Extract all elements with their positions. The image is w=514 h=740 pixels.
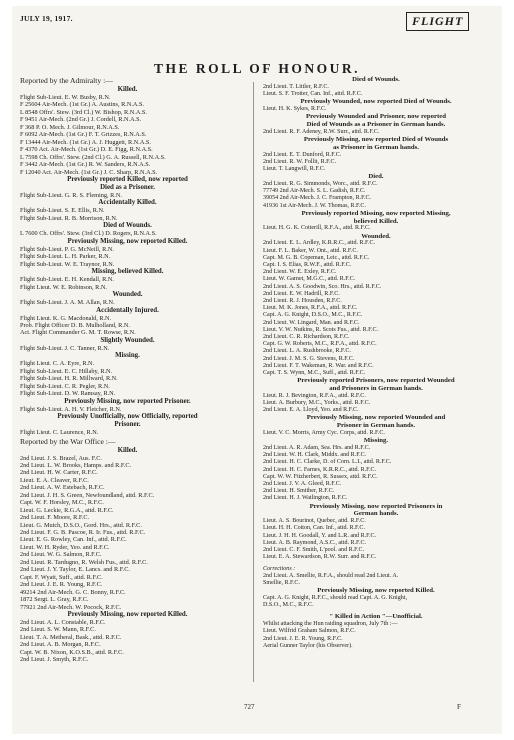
subheading: Died.: [368, 173, 384, 181]
subheading: Missing.: [363, 437, 389, 445]
name-entry: 2nd Lieut. F. G. B. Pascoe, R. Ir. Fus., attd. R.F.C.: [20, 529, 146, 537]
section-heading: Reported by the War Office :—: [20, 436, 116, 446]
name-entry: Lieut. G. Mutch, D.S.O., Gord. Hrs., attd. R.F.C.: [20, 521, 142, 529]
subheading: Missing, believed Killed.: [91, 268, 164, 276]
subheading: Previously Missing, now reported Killed.: [67, 237, 188, 245]
name-entry: 2nd Lieut. S. W. Mann, R.F.C.: [20, 626, 96, 634]
name-entry: Capt. T. S. Wynn, M.C., Suff., attd. R.F.C.: [263, 370, 366, 377]
name-entry: Lieut. H. K. Sykes, R.F.C.: [263, 106, 327, 112]
name-entry: Capt. M. G. B. Copeman, Leic., attd. R.F.C.: [263, 254, 370, 261]
name-entry: 2nd Lieut. E. T. Dunford, R.F.C.: [263, 151, 342, 158]
subheading: Previously Wounded and Prisoner, now reported: [305, 113, 447, 121]
subheading: Died of Wounds as a Prisoner in German hands.: [306, 121, 446, 128]
name-entry: 2nd Lieut. A. B. Morgan, R.F.C.: [20, 641, 101, 649]
subheading: and Prisoners in German hands.: [329, 385, 423, 393]
subheading: Accidentally Injured.: [96, 306, 159, 314]
name-entry: L 7598 Ch. Offrs'. Stew. (2nd Cl.) G. A. Russell, R.N.A.S.: [20, 153, 166, 161]
subheading: Killed.: [117, 86, 138, 93]
name-entry: Lieut. A. Burbury, M.C., Yorks., attd. R.F.C.: [263, 400, 371, 407]
name-entry: Flight Lieut. C. Laurence, R.N.: [20, 429, 99, 437]
name-entry: Lieut. M. K. Jones, R.F.A., attd. R.F.C.: [263, 305, 358, 312]
name-entry: Lieut. H. H. Cotton, Can. Inf., attd. R.F.C.: [263, 525, 365, 532]
subheading: Previously Missing, now reported Killed.: [317, 587, 435, 595]
name-entry: 2nd Lieut. W. H. Clark, Middx. and R.F.C.: [263, 452, 367, 459]
page-letter: F: [457, 703, 461, 711]
name-entry: 2nd Lieut. W. E. Exley, R.F.C.: [263, 269, 337, 276]
name-entry: Flight Sub-Lieut. S. E. Ellis, R.N.: [20, 207, 105, 215]
name-entry: 2nd Lieut. C. R. Richardson, R.F.C.: [263, 334, 350, 341]
right-column: [263, 76, 489, 656]
name-entry: 77749 2nd Air-Mech. S. L. Gadish, R.F.C.: [263, 188, 366, 195]
name-entry: 2nd Lieut. C. F. Smith, L'pool. and R.F.C.: [263, 547, 365, 554]
name-entry: Flight Lieut. C. A. Eyre, R.N.: [20, 360, 95, 368]
name-entry: 41936 1st Air-Mech. J. W. Thomas, R.F.C.: [263, 202, 366, 209]
name-entry: Capt. A. G. Knight, D.S.O., M.C., R.F.C.: [263, 312, 363, 319]
section-heading: Reported by the Admiralty :—: [20, 76, 113, 85]
name-entry: Flight Lieut. W. E. Robinson, R.N.: [20, 283, 107, 291]
name-entry: 39054 2nd Air-Mech. J. C. Frampton, R.F.C.: [263, 195, 372, 202]
name-entry: Lieut. W. Garnet, M.G.C., attd. R.F.C.: [263, 276, 356, 283]
subheading: Previously Missing, now reported Died of Wounds: [303, 136, 449, 143]
name-entry: Flight Sub-Lieut. D. W. Ramsay, R.N.: [20, 390, 116, 398]
name-entry: 2nd Lieut. W. G. Salmon, R.F.C.: [20, 551, 102, 559]
name-entry: Smellie, R.F.C.: [263, 579, 300, 586]
name-entry: 2nd Lieut. A. R. Adam, Sea. Hrs. and R.F.C.: [263, 445, 371, 452]
subheading: Killed.: [117, 446, 138, 454]
name-entry: 2nd Lieut. J. Smyth, R.F.C.: [20, 656, 89, 664]
name-entry: Lieut. V. C. Morris, Army Cyc. Corps, attd. R.F.C.: [263, 430, 385, 437]
name-entry: 2nd Lieut. J. E. R. Young, R.F.C.: [263, 635, 343, 642]
name-entry: 2nd Lieut. R. F. Adeney, R.W. Surr., attd. R.F.C.: [263, 128, 380, 135]
subheading: believed Killed.: [353, 217, 399, 225]
name-entry: 2nd Lieut. A. W. Estebach, R.F.C.: [20, 484, 105, 492]
subheading: Died of Wounds.: [352, 76, 400, 83]
name-entry: 2nd Lieut. E. L. Ardley, K.R.R.C., attd. R.F.C.: [263, 240, 375, 247]
name-entry: 2nd Lieut. R. J. Housden, R.F.C.: [263, 298, 342, 305]
name-entry: Flight Sub-Lieut. L. H. Parker, R.N.: [20, 253, 111, 261]
name-entry: Flight Sub-Lieut. J. C. Tanner, R.N.: [20, 344, 110, 352]
subheading: German hands.: [353, 510, 399, 518]
subheading: Slightly Wounded.: [100, 336, 155, 344]
issue-date: JULY 19, 1917.: [20, 14, 73, 23]
name-entry: Lieut. E. G. Rowley, Can. Inf., attd. R.F.C.: [20, 536, 127, 544]
name-entry: F 4370 Act. Air-Mech. (1st Gr.) D. E. Figg, R.N.A.S.: [20, 146, 153, 154]
subheading: as Prisoner in German hands.: [333, 143, 419, 151]
name-entry: L 7600 Ch. Offrs'. Stew. (3rd Cl.) D. Rogers, R.N.A.S.: [20, 230, 157, 238]
name-entry: 2nd Lieut. J. E. R. Young, R.F.C.: [20, 581, 103, 589]
subheading: Prisoner.: [114, 421, 141, 429]
article-title: THE ROLL OF HONOUR.: [153, 61, 361, 76]
page-number: 727: [244, 703, 255, 711]
name-entry: Flight Lieut. K. G. Macdonald, R.N.: [20, 314, 112, 322]
name-entry: Lieut. F. L. Baker, W. Ont., attd. R.F.C.: [263, 247, 358, 254]
name-entry: Lieut. S. F. Trotter, Can. Inf., attd. R.F.C.: [263, 91, 363, 97]
subheading: Previously reported Prisoners, now reported Wounded: [297, 377, 455, 385]
subheading: Wounded.: [361, 232, 391, 240]
name-entry: Capt. G. W. Roberts, M.C., R.F.A., attd. R.F.C.: [263, 341, 377, 348]
name-entry: 2nd Lieut. T. Littler, R.F.C.: [263, 83, 329, 90]
name-entry: 2nd Lieut. H. C. Clarke, D. of Corn. L.I., attd. R.F.C.: [263, 459, 392, 466]
name-entry: Flight Sub-Lieut. W. E. Traynor, R.N.: [20, 260, 115, 268]
name-entry: Lieut. J. H. H. Goodall, Y. and L.R. and R.F.C.: [263, 532, 377, 539]
name-entry: F 13444 Air-Mech. (1st Gr.) A. J. Huggett, R.N.A.S.: [20, 138, 151, 146]
subheading: " Killed in Action "—Unofficial.: [329, 613, 423, 621]
name-entry: Flight Sub-Lieut. J. A. M. Allan, R.N.: [20, 299, 115, 307]
name-entry: 2nd Lieut. W. Lingard, Man. and R.F.C.: [263, 319, 360, 326]
masthead-logo: FLIGHT: [406, 12, 469, 31]
name-entry: 2nd Lieut. H. Smither, R.F.C.: [263, 488, 335, 495]
subheading: Previously reported Missing, now reported Missing,: [301, 209, 451, 217]
name-entry: Flight Sub-Lieut. R. B. Morrison, R.N.: [20, 214, 118, 222]
name-entry: 2nd Lieut. A. L. Constable, R.F.C.: [20, 619, 106, 627]
name-entry: Lieut. Wilfrid Graham Salmon, R.F.C.: [263, 628, 356, 635]
name-entry: 2nd Lieut. E. W. Hadrill, R.F.C.: [263, 290, 340, 297]
name-entry: F 6092 Air-Mech. (1st Gr.) F. T. Grizzes, R.N.A.S.: [20, 131, 147, 139]
name-entry: Aerial Gunner Taylor (his Observer).: [263, 642, 353, 649]
name-entry: Act. Flight Commander G. M. T. Rowse, R.N.: [20, 329, 136, 337]
subheading: Died as a Prisoner.: [100, 183, 155, 191]
name-entry: 77921 2nd Air-Mech. W. Pocock, R.F.C.: [20, 603, 122, 611]
subheading: Previously Wounded, now reported Died of Wounds.: [300, 98, 452, 106]
name-entry: Capt. F. Wyatt, Suff., attd. R.F.C.: [20, 573, 103, 581]
name-entry: F 3442 Air-Mech. (1st Gr.) R. W. Sanders, R.N.A.S.: [20, 161, 151, 169]
subheading: Previously Unofficially, now Officially, reported: [57, 413, 198, 421]
name-entry: 2nd Lieut. J. Y. Taylor, E. Lancs. and R.F.C.: [20, 566, 130, 574]
name-entry: Lieut. W. H. Ryder, Yeo. and R.F.C.: [20, 543, 110, 551]
subheading: Wounded.: [112, 291, 143, 299]
subheading: Missing.: [115, 352, 140, 360]
name-entry: Flight Sub-Lieut. G. R. S. Fleming, R.N.: [20, 191, 122, 199]
name-entry: Flight Sub-Lieut. E. W. Busby, R.N.: [20, 94, 111, 101]
subheading: Prisoner in German hands.: [336, 422, 416, 430]
name-entry: F 9451 Air-Mech. (2nd Gr.) J. Cordell, R.N.A.S.: [20, 116, 142, 124]
name-entry: Capt. I. S. Elias, R.W.F., attd. R.F.C.: [263, 262, 352, 269]
name-entry: 2nd Lieut. R. Tardugno, R. Welsh Fus., attd. R.F.C.: [20, 558, 148, 566]
name-entry: Capt. W. F. Horsley, M.C., R.F.C.: [20, 499, 104, 507]
name-entry: Capt. W. W. Fitzherbert, R. Sussex, attd. R.F.C.: [263, 473, 378, 480]
name-entry: Prob. Flight Officer D. B. Mulholland, R.N.: [20, 321, 130, 329]
name-entry: Lieut. T. A. Metheral, Bask., attd. R.F.C.: [20, 633, 122, 641]
name-entry: Flight Sub-Lieut. E. C. Hillaby, R.N.: [20, 367, 113, 375]
name-entry: Flight Sub-Lieut. E. H. Kendall, R.N.: [20, 276, 114, 284]
subheading: Previously Missing, now reported Killed.: [67, 611, 188, 619]
name-entry: 2nd Lieut. J. V. A. Gleed, R.F.C.: [263, 481, 342, 488]
name-entry: Capt. A. G. Knight, R.F.C., should read Capt. A. G. Knight,: [263, 594, 407, 601]
column-divider: [253, 82, 254, 682]
name-entry: 2nd Lieut. H. W. Carter, R.F.C.: [20, 469, 98, 477]
name-entry: Lieut. E. A. Stewardson, R.W. Surr. and R.F.C.: [263, 554, 377, 561]
subheading: Previously Missing, now reported Prisoners in: [309, 502, 443, 510]
name-entry: Lieut. H. G. K. Cotterill, R.F.A., attd. R.F.C.: [263, 225, 371, 232]
name-entry: F 12040 Act. Air-Mech. (1st Gr.) J. C. Sharp, R.N.A.S.: [20, 168, 158, 176]
name-entry: Flight Sub-Lieut. H. R. Millward, R.N.: [20, 375, 118, 383]
subheading: Previously reported Killed, now reported: [67, 175, 188, 183]
name-entry: L 8548 Offrs'. Stew. (3rd Cl.) W. Bishop, R.N.A.S.: [20, 108, 147, 116]
name-entry: Whilst attacking the Hun raiding squadron, July 7th :—: [263, 621, 398, 628]
name-entry: 2nd Lieut. L. W. Brooks, Hamps. and R.F.C.: [20, 461, 132, 469]
name-entry: 2nd Lieut. H. J. Watlington, R.F.C.: [263, 495, 348, 502]
name-entry: 49214 2nd Air-Mech. G. C. Bonny, R.F.C.: [20, 588, 126, 596]
name-entry: Lieut. T. Langwill, R.F.C.: [263, 166, 326, 172]
name-entry: Lieut. V. W. Nutkins, R. Scots Fus., attd. R.F.C.: [263, 326, 379, 333]
name-entry: Lieut. A. B. Raymond, A.S.C., attd. R.F.C.: [263, 539, 366, 546]
name-entry: F 25604 Air-Mech. (1st Gr.) A. Austins, R.N.A.S.: [20, 101, 145, 109]
subheading: Died of Wounds.: [103, 222, 152, 230]
name-entry: Flight Sub-Lieut. A. H. V. Fletcher, R.N.: [20, 405, 122, 413]
corrections-label: Corrections :: [263, 565, 296, 572]
name-entry: 2nd Lieut. J. M. S. G. Stevens, R.F.C.: [263, 355, 355, 362]
name-entry: 1872 Sergt. L. Gray, R.F.C.: [20, 596, 89, 604]
subheading: Accidentally Killed.: [98, 199, 157, 207]
name-entry: 2nd Lieut. R. G. Simmonds, Worc., attd. R.F.C.: [263, 181, 378, 187]
name-entry: 2nd Lieut. A. S. Goodwin, Sco. Hrs., attd. R.F.C.: [263, 283, 382, 290]
name-entry: Lieut. A. S. Bourinot, Quebec, attd. R.F.C.: [263, 518, 366, 525]
name-entry: F 368 P. O. Mech. J. Gilmour, R.N.A.S.: [20, 123, 120, 131]
name-entry: 2nd Lieut. A. Smellie, R.F.A., should read 2nd Lieut. A.: [263, 572, 399, 579]
name-entry: Flight Sub-Lieut. C. R. Pegler, R.N.: [20, 382, 110, 390]
name-entry: 2nd Lieut. F. T. Wakeman, R. War. and R.F.C.: [263, 362, 374, 369]
name-entry: 2nd Lieut. J. S. Brazel, Aus. F.C.: [20, 454, 102, 462]
name-entry: 2nd Lieut. L. A. Rushbrooke, R.F.C.: [263, 348, 351, 355]
name-entry: 2nd Lieut. F. Moore, R.F.C.: [20, 514, 90, 522]
name-entry: 2nd Lieut. H. C. Farnes, K.R.R.C., attd. R.F.C.: [263, 466, 377, 473]
name-entry: Flight Sub-Lieut. P. G. McNeill, R.N.: [20, 245, 114, 253]
name-entry: 2nd Lieut. R. W. Follit, R.F.C.: [263, 158, 337, 165]
name-entry: Lieut. R. J. Bevington, R.F.A., attd. R.F.C.: [263, 392, 366, 399]
name-entry: Lieut. E. A. Cleaver, R.F.C.: [20, 476, 89, 484]
left-column: [20, 76, 235, 664]
subheading: Previously Missing, now reported Prisoner.: [64, 397, 191, 405]
subheading: Previously Missing, now reported Wounded and: [306, 414, 446, 422]
name-entry: D.S.O., M.C., R.F.C.: [263, 602, 314, 609]
name-entry: 2nd Lieut. E. A. Lloyd, Yeo. and R.F.C.: [263, 407, 359, 414]
name-entry: Capt. W. B. Nixon, K.O.S.B., attd. R.F.C.: [20, 648, 124, 656]
name-entry: 2nd Lieut. J. H. S. Green, Newfoundland, attd. R.F.C.: [20, 491, 155, 499]
name-entry: Lieut. G. Leckie, R.G.A., attd. R.F.C.: [20, 506, 114, 514]
